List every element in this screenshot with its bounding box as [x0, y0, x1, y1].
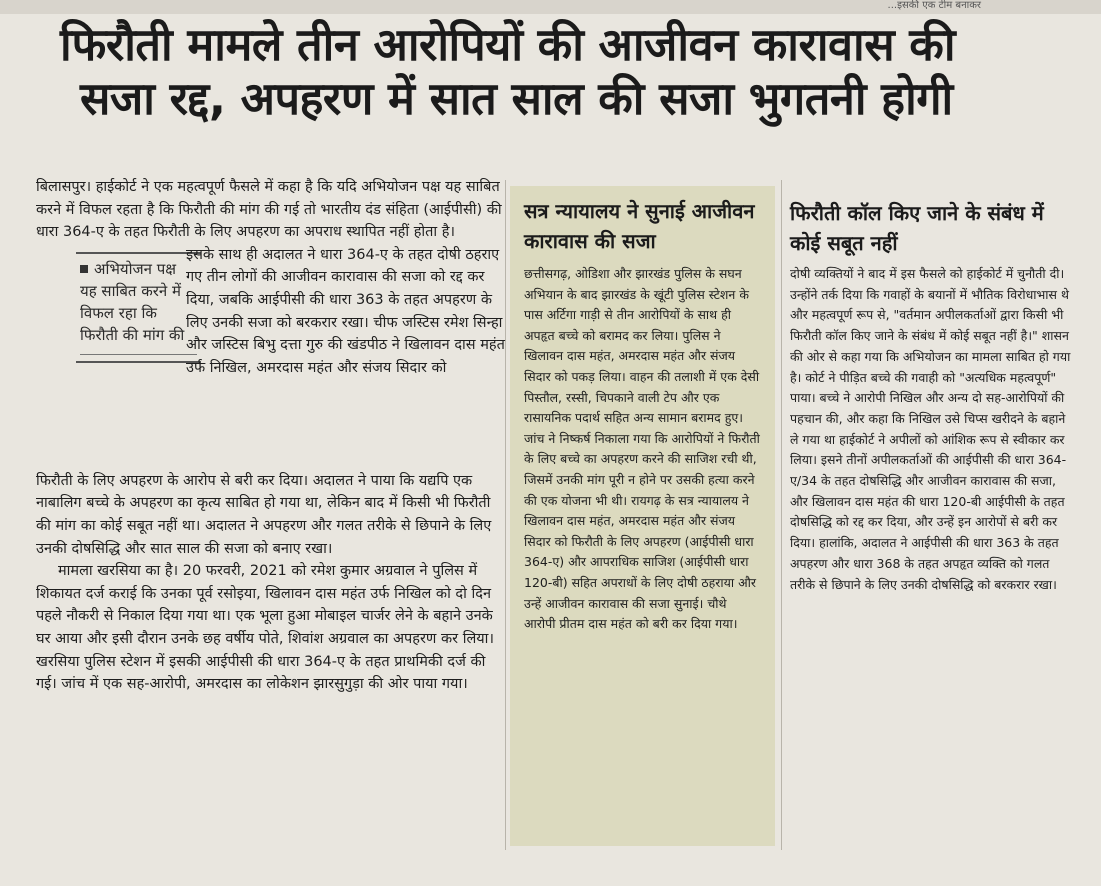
pull-quote — [76, 252, 201, 363]
right-column — [790, 198, 1075, 595]
middle-body: छत्तीसगढ़, ओडिशा और झारखंड पुलिस के सघन अभियान के बाद झारखंड के खूंटी पुलिस स्टेशन के पास अर्टिगा गाड़ी से तीन आरोपियों के साथ ही अपहृत बच्चे को बरामद कर लिया। पुलिस ने खिलावन दास महंत, अमरदास महंत और संजय सिदार को पकड़ लिया। वाहन की तलाशी में एक देसी पिस्तौल, रस्सी, चिपकाने वाली टेप और एक रासायनिक पदार्थ सहित अन्य सामान बरामद हुए। जांच ने निष्कर्ष निकाला गया कि आरोपियों ने फिरौती के लिए बच्चे का अपहरण करने की साजिश रची थी, जिसमें उनकी मांग पूरी न होने पर उसकी हत्या करने की एक योजना भी थी। रायगढ़ के सत्र न्यायालय ने खिलावन दास महंत, अमरदास महंत और संजय सिदार को फिरौती के लिए अपहरण (आईपीसी धारा 364-ए) और आपराधिक साजिश (आईपीसी धारा 120-बी) सहित अपराधों के लिए दोषी ठहराया और उन्हें आजीवन कारावास की सजा सुनाई। चौथे आरोपी प्रीतम दास महंत को बरी कर दिया गया। — [524, 266, 760, 632]
headline-line-1: फिरौती मामले तीन आरोपियों की आजीवन कारावास की — [60, 18, 955, 71]
pull-quote-text: अभियोजन पक्ष यह साबित करने में विफल रहा कि फिरौती की मांग की — [80, 259, 185, 344]
bullet-square-icon — [80, 265, 88, 273]
lead-paragraph: बिलासपुर। हाईकोर्ट ने एक महत्वपूर्ण फैसले में कहा है कि यदि अभियोजन पक्ष यह साबित करने में विफल रहता है कि फिरौती की मांग की गई तो भारतीय दंड संहिता (आईपीसी) की धारा 364-ए के तहत फिरौती के लिए अपहरण का अपराध स्थापित नहीं होता है। — [36, 179, 502, 241]
headline — [60, 18, 1070, 126]
column-divider — [781, 180, 782, 850]
body-paragraph: फिरौती के लिए अपहरण के आरोप से बरी कर दिया। अदालत ने पाया कि यद्यपि एक नाबालिग बच्चे के अपहरण का कृत्य साबित हो गया था, लेकिन बाद में किसी भी फिरौती की मांग का कोई सबूत नहीं था। अदालत ने अपहरण और गलत तरीके से छिपाने के लिए उनकी दोषसिद्धि और सात साल की सजा को बनाए रखा। — [36, 472, 492, 557]
divider — [80, 354, 197, 355]
headline-line-2: सजा रद्द, अपहरण में सात साल की सजा भुगतनी होगी — [80, 72, 953, 125]
body-paragraph: मामला खरसिया का है। 20 फरवरी, 2021 को रमेश कुमार अग्रवाल ने पुलिस में शिकायत दर्ज कराई कि उनका पूर्व रसोइया, खिलावन दास महंत उर्फ निखिल को दो दिन पहले नौकरी से निकाल दिया गया था। एक भूला हुआ मोबाइल चार्जर लेने के बहाने उनके घर आया और इसी दौरान उनके छह वर्षीय पोते, शिवांश अग्रवाल का अपहरण कर लिया। खरसिया पुलिस स्टेशन में इसकी आईपीसी की धारा 364-ए के तहत प्राथमिकी दर्ज की गई। जांच में एक सह-आरोपी, अमरदास का लोकेशन झारसुगुड़ा की ओर पाया गया। — [36, 563, 494, 693]
right-body: दोषी व्यक्तियों ने बाद में इस फैसले को हाईकोर्ट में चुनौती दी। उन्होंने तर्क दिया कि गवाहों के बयानों में भौतिक विरोधाभास थे और महत्वपूर्ण रूप से, "वर्तमान अपीलकर्ताओं द्वारा किसी भी फिरौती कॉल किए जाने के संबंध में कोई सबूत नहीं है।" शासन की ओर से कहा गया कि अभियोजन का मामला साबित हो गया है। कोर्ट ने पीड़ित बच्चे की गवाही को "अत्यधिक महत्वपूर्ण" पाया। बच्चे ने आरोपी निखिल और अन्य दो सह-आरोपियों की पहचान की, और कहा कि निखिल उसे चिप्स खरीदने के बहाने ले गया था हाईकोर्ट ने अपीलों को आंशिक रूप से स्वीकार कर लिया। इसने तीनों अपीलकर्ताओं की आईपीसी की धारा 364-ए/34 के तहत दोषसिद्धि और आजीवन कारावास की सजा, और खिलावन दास महंत की धारा 120-बी आईपीसी के तहत दोषसिद्धि को रद्द कर दिया, और उन्हें इन आरोपों से बरी कर दिया। हालांकि, अदालत ने आईपीसी की धारा 363 के तहत अपहरण और धारा 368 के तहत अपहृत व्यक्ति को गलत तरीके से छिपाने के लिए उनकी दोषसिद्धि को बरकरार रखा। — [790, 266, 1071, 592]
wrap-text: इसके साथ ही अदालत ने धारा 364-ए के तहत दोषी ठहराए गए तीन लोगों की आजीवन कारावास की सजा को रद्द कर दिया, जबकि आईपीसी की धारा 363 के तहत अपहरण के लिए उनकी सजा को बरकरार रखा। चीफ जस्टिस रमेश सिन्हा और जस्टिस बिभु दत्ता गुरु की खंडपीठ ने खिलावन दास महंत उर्फ निखिल, अमरदास महंत और संजय सिदार को — [186, 246, 505, 376]
middle-heading: सत्र न्यायालय ने सुनाई आजीवन कारावास की सजा — [524, 199, 755, 253]
top-strip: ...इसकी एक टीम बनाकर — [0, 0, 1101, 14]
middle-column — [510, 186, 775, 846]
pull-quote-zone — [36, 244, 506, 470]
left-column — [36, 176, 506, 696]
right-heading: फिरौती कॉल किए जाने के संबंध में कोई सबूत नहीं — [790, 201, 1044, 255]
